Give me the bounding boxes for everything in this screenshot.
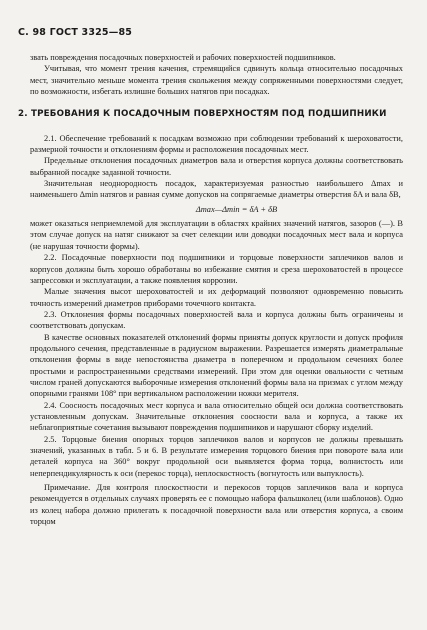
note-paragraph: Примечание. Для контроля плоскостности и перекосов торцов заплечиков вала и корпуса рекомендуется в отдельных случаях проверять ее с помощью набора фальшколец (или шаблонов). Одно из колец набора должно прилегать к посадочной поверхности вала или отверстия корпуса, а своим торцом [30, 483, 403, 527]
paragraph: 2.4. Соосность посадочных мест корпуса и вала относительно общей оси должна соответствовать установленным допускам. Значительные отклонения соосности вала и корпуса, а также их неблагоприятные сочетания вызывают повреждения подшипников и нарушают сборку изделий. [30, 400, 403, 433]
paragraph: может оказаться неприемлемой для эксплуатации в областях крайних значений натягов, зазоров (—). В этом случае допуск на натяг снижают за счет селекции или доводки посадочных мест вала и корпуса (не нарушая точности формы). [30, 219, 403, 251]
paragraph: В качестве основных показателей отклонений формы приняты допуск круглости и допуск профиля продольного сечения, представленные в радиусном выражении. Разрешается измерять диаметральные отклонения формы в виде непостоянства диаметра в поперечном и продольном сечениях более простыми и распространенными средствами измерений. При этом для оценки овальности с четным числом граней допускаются выборочные измерения отклонений формы вала на призмах с углом между опорными гранями 108° при вертикальном расположении ножки мерителя. [30, 332, 403, 399]
paragraph: Малые значения высот шероховатостей и их деформаций позволяют одновременно повысить точность измерений диаметров приборами точечного контакта. [30, 287, 403, 308]
paragraph: 2.3. Отклонения формы посадочных поверхностей вала и корпуса должны быть ограничены и соответствовать допускам. [30, 309, 403, 331]
formula: Δmax—Δmin = δA + δB [195, 204, 278, 214]
paragraph: 2.1. Обеспечение требований к посадкам возможно при соблюдении требований к шероховатости, размерной точности и отклонениям формы и расположения посадочных мест. [30, 133, 403, 155]
page-header: С. 98 ГОСТ 3325—85 [18, 27, 133, 38]
section-heading: 2. ТРЕБОВАНИЯ К ПОСАДОЧНЫМ ПОВЕРХНОСТЯМ ПОД ПОДШИПНИКИ [18, 109, 387, 120]
paragraph: звать повреждения посадочных поверхностей и рабочих поверхностей подшипников. [30, 53, 336, 62]
paragraph: Учитывая, что момент трения качения, стремящийся сдвинуть кольца относительно посадочных мест, значительно меньше момента трения скольжения между сопряженными поверхностями следует, по возможности, избегать излишне больших натягов при посадках. [30, 64, 403, 97]
paragraph: Предельные отклонения посадочных диаметров вала и отверстия корпуса должны соответствовать выбранной посадке заданной точности. [30, 156, 403, 177]
document-body [18, 52, 403, 527]
paragraph: 2.2. Посадочные поверхности под подшипники и торцовые поверхности заплечиков валов и корпусов должны быть хорошо обработаны во избежание смятия и среза шероховатостей в процессе запрессовки и эксплуатации, а также появления коррозии. [30, 253, 403, 285]
paragraph: Значительная неоднородность посадок, характеризуемая разностью наибольшего Δmax и наименьшего Δmin натягов и равная сумме допусков на сопрягаемые диаметры отверстия δA и вала δB, [30, 179, 403, 200]
paragraph: 2.5. Торцовые биения опорных торцов заплечиков валов и корпусов не должны превышать значений, указанных в табл. 5 и 6. В результате измерения торцового биения при повороте вала или деталей корпуса на 360° вокруг продольной оси выявляется форма торца, волнистость или неперпендикулярность к оси (перекос торца), неплоскостность (вогнутость или выпуклость). [30, 434, 403, 478]
